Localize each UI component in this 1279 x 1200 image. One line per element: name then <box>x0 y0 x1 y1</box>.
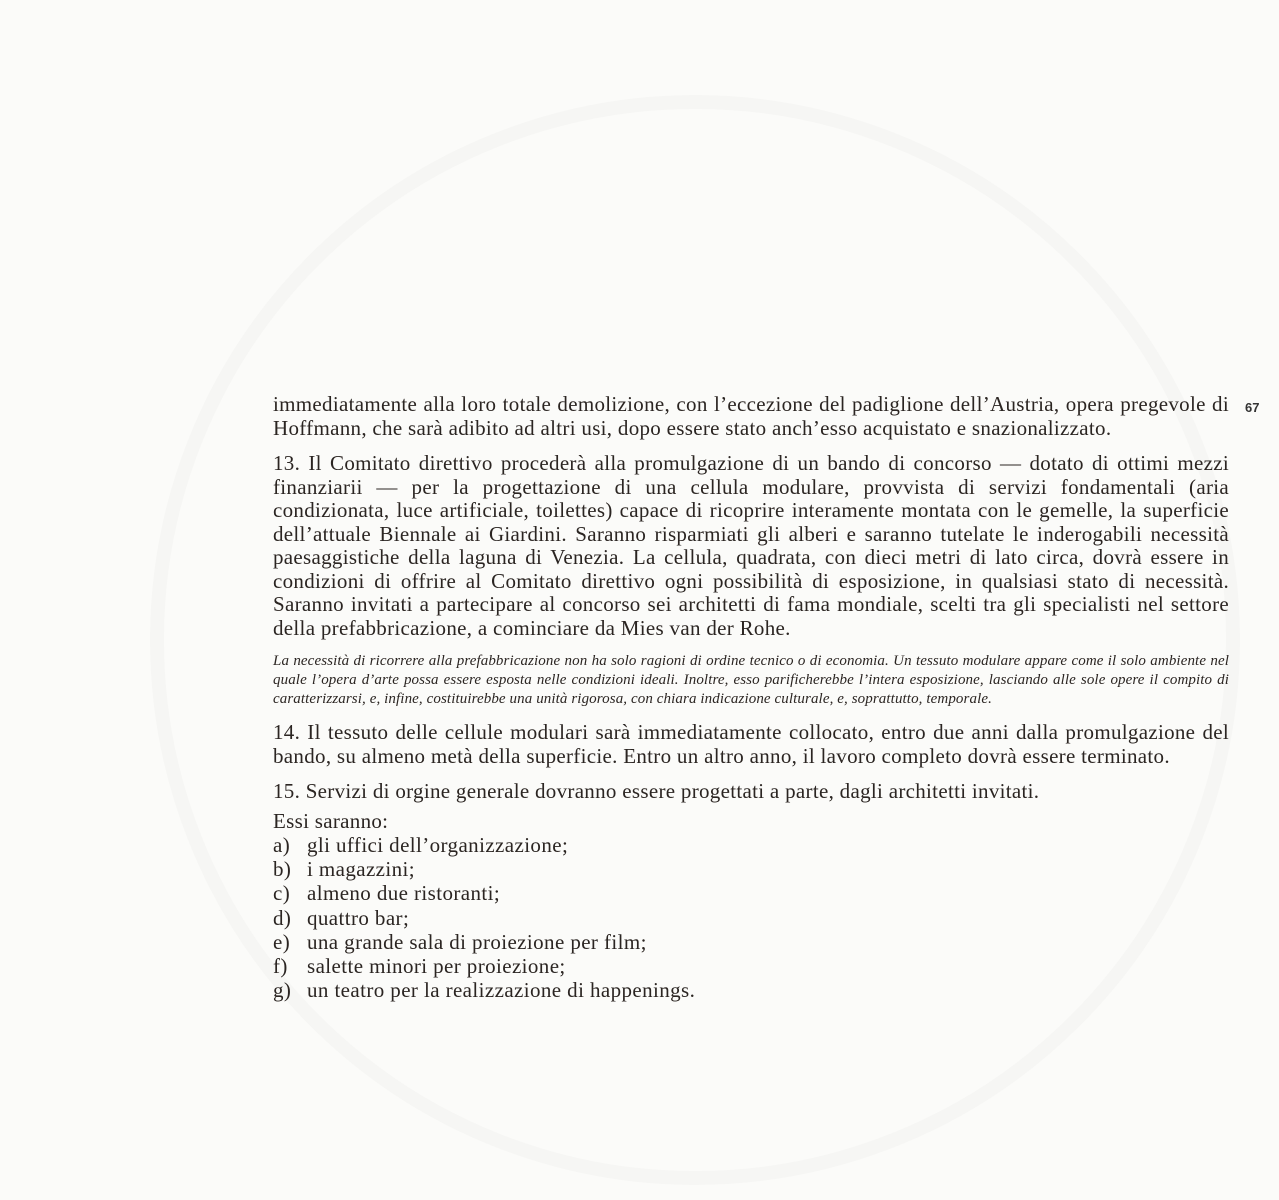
list-item-text: almeno due ristoranti; <box>307 881 501 906</box>
list-marker: a) <box>273 833 291 857</box>
services-list <box>273 833 1229 1002</box>
list-marker: c) <box>273 881 291 906</box>
list-marker: f) <box>273 954 288 979</box>
list-marker: d) <box>273 905 292 930</box>
paragraph-13: 13. Il Comitato direttivo procederà alla promulgazione di un bando di concorso — dotato di ottimi mezzi finanziarii — per la progettazione di una cellula modulare, provvista di servizi fondamentali (aria condizionata, luce artificiale, toilettes) capace di ricoprire interamente montata con le gemelle, la superficie dell’attuale Biennale ai Giardini. Saranno risparmiati gli alberi e saranno tutelate le inderogabili necessità paesaggistiche della laguna di Venezia. La cellula, quadrata, con dieci metri di lato circa, dovrà essere in condizioni di offrire al Comitato direttivo ogni possibilità di esposizione, in qualsiasi stato di necessità. Saranno invitati a partecipare al concorso sei architetti di fama mondiale, scelti tra gli specialisti nel settore della prefabbricazione, a cominciare da Mies van der Rohe. <box>273 451 1229 640</box>
list-item-text: una grande sala di proiezione per film; <box>307 929 647 954</box>
list-item-text: un teatro per la realizzazione di happenings. <box>307 978 696 1003</box>
paragraph-14: 14. Il tessuto delle cellule modulari sarà immediatamente collocato, entro due anni dalla promulgazione del bando, su almeno metà della superficie. Entro un altro anno, il lavoro completo dovrà essere terminato. <box>273 720 1229 768</box>
list-marker: g) <box>273 978 292 1003</box>
list-item <box>273 978 1229 1002</box>
italic-note: La necessità di ricorrere alla prefabbricazione non ha solo ragioni di ordine tecnico o di economia. Un tessuto modulare appare come il solo ambiente nel quale l’opera d’arte possa essere esposta nelle condizioni ideali. Inoltre, esso parificherebbe l’intera esposizione, lasciando alle sole opere il compito di caratterizzarsi, e, infine, costituirebbe una unità rigorosa, con chiara indicazione culturale, e, soprattutto, temporale. <box>273 653 1229 707</box>
page-number: 67 <box>1245 400 1260 415</box>
paragraph-15: 15. Servizi di orgine generale dovranno essere progettati a parte, dagli architetti invitati. <box>273 779 1040 803</box>
list-item-text: salette minori per proiezione; <box>307 954 566 979</box>
list-item <box>273 857 1229 881</box>
list-item <box>273 906 1229 930</box>
list-item-text: i magazzini; <box>307 857 416 882</box>
list-marker: b) <box>273 857 292 882</box>
list-item <box>273 954 1229 978</box>
list-item <box>273 833 1229 857</box>
list-item-text: gli uffici dell’organizzazione; <box>307 833 569 857</box>
list-item-text: quattro bar; <box>307 905 410 930</box>
list-intro: Essi saranno: <box>273 808 389 833</box>
list-item <box>273 930 1229 954</box>
list-marker: e) <box>273 929 291 954</box>
text-column <box>273 393 1229 1002</box>
list-item <box>273 881 1229 905</box>
continuation-paragraph: immediatamente alla loro totale demolizione, con l’eccezione del padiglione dell’Austria, opera pregevole di Hoffmann, che sarà adibito ad altri usi, dopo essere stato anch’esso acquistato e snazionalizzato. <box>273 392 1229 440</box>
